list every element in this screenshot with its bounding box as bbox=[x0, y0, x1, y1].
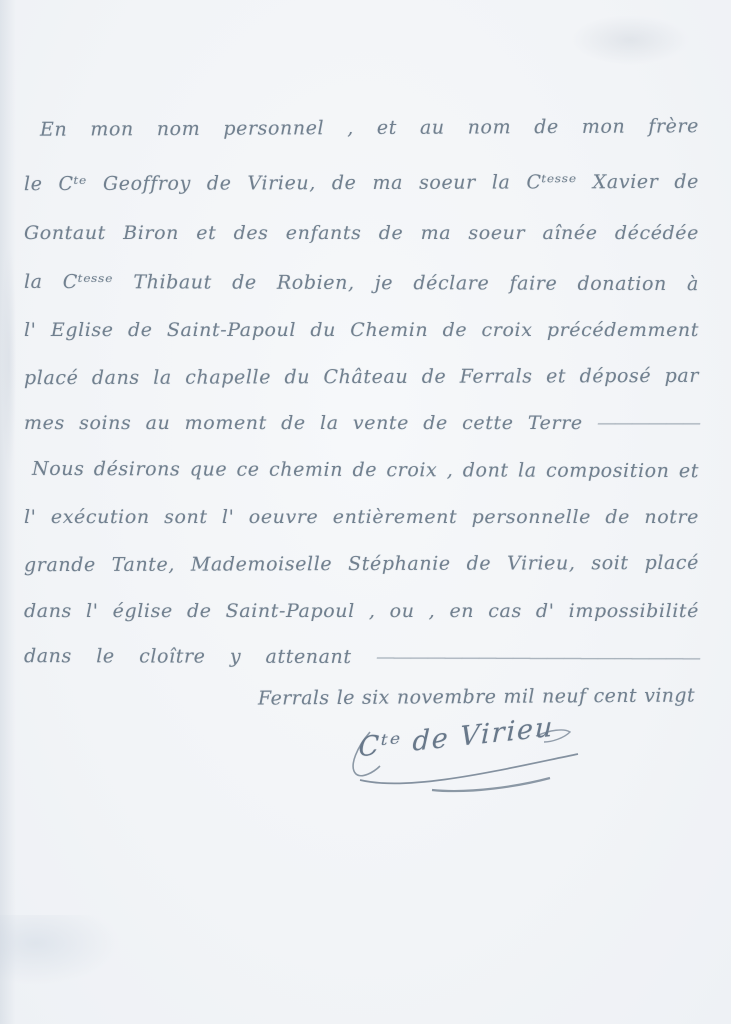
letter-line-text: dans le cloître y attenant bbox=[23, 645, 352, 668]
letter-line bbox=[24, 410, 699, 436]
ink-rule-long: ——————————————————— bbox=[375, 646, 700, 669]
ink-rule-short: —————— bbox=[597, 412, 700, 434]
letter-line: l' Eglise de Saint-Papoul du Chemin de croix précédemment bbox=[24, 319, 699, 341]
signature-text: Cᵗᵉ de Virieu bbox=[357, 711, 555, 764]
letter-line-text: mes soins au moment de la vente de cette Terre bbox=[24, 412, 583, 434]
letter-line: dans l' église de Saint-Papoul , ou , en cas d' impossibilité bbox=[24, 600, 699, 622]
scan-edge-shadow bbox=[0, 0, 16, 1024]
letter-dateline: Ferrals le six novembre mil neuf cent vingt bbox=[257, 684, 696, 710]
letter-line: grande Tante, Mademoiselle Stéphanie de Virieu, soit placé bbox=[23, 551, 700, 577]
scan-smudge bbox=[0, 915, 120, 985]
letter-line bbox=[24, 643, 699, 671]
scan-smudge bbox=[2, 250, 16, 470]
letter-line: le Cᵗᵉ Geoffroy de Virieu, de ma soeur la Cᵗᵉˢˢᵉ Xavier de bbox=[23, 170, 700, 196]
scan-smudge bbox=[570, 15, 690, 65]
letter-line: l' exécution sont l' oeuvre entièrement personnelle de notre bbox=[24, 506, 699, 528]
signature bbox=[340, 711, 590, 808]
letter-line: Gontaut Biron et des enfants de ma soeur aînée décédée bbox=[24, 222, 699, 244]
letter-line: Nous désirons que ce chemin de croix , dont la composition et bbox=[31, 457, 700, 483]
letter-line: En mon nom personnel , et au nom de mon frère bbox=[39, 115, 700, 141]
signature-flourish-icon bbox=[340, 718, 590, 808]
letter-line: la Cᵗᵉˢˢᵉ Thibaut de Robien, je déclare faire donation à bbox=[23, 270, 700, 296]
letter-line: placé dans la chapelle du Château de Ferrals et déposé par bbox=[23, 364, 700, 390]
